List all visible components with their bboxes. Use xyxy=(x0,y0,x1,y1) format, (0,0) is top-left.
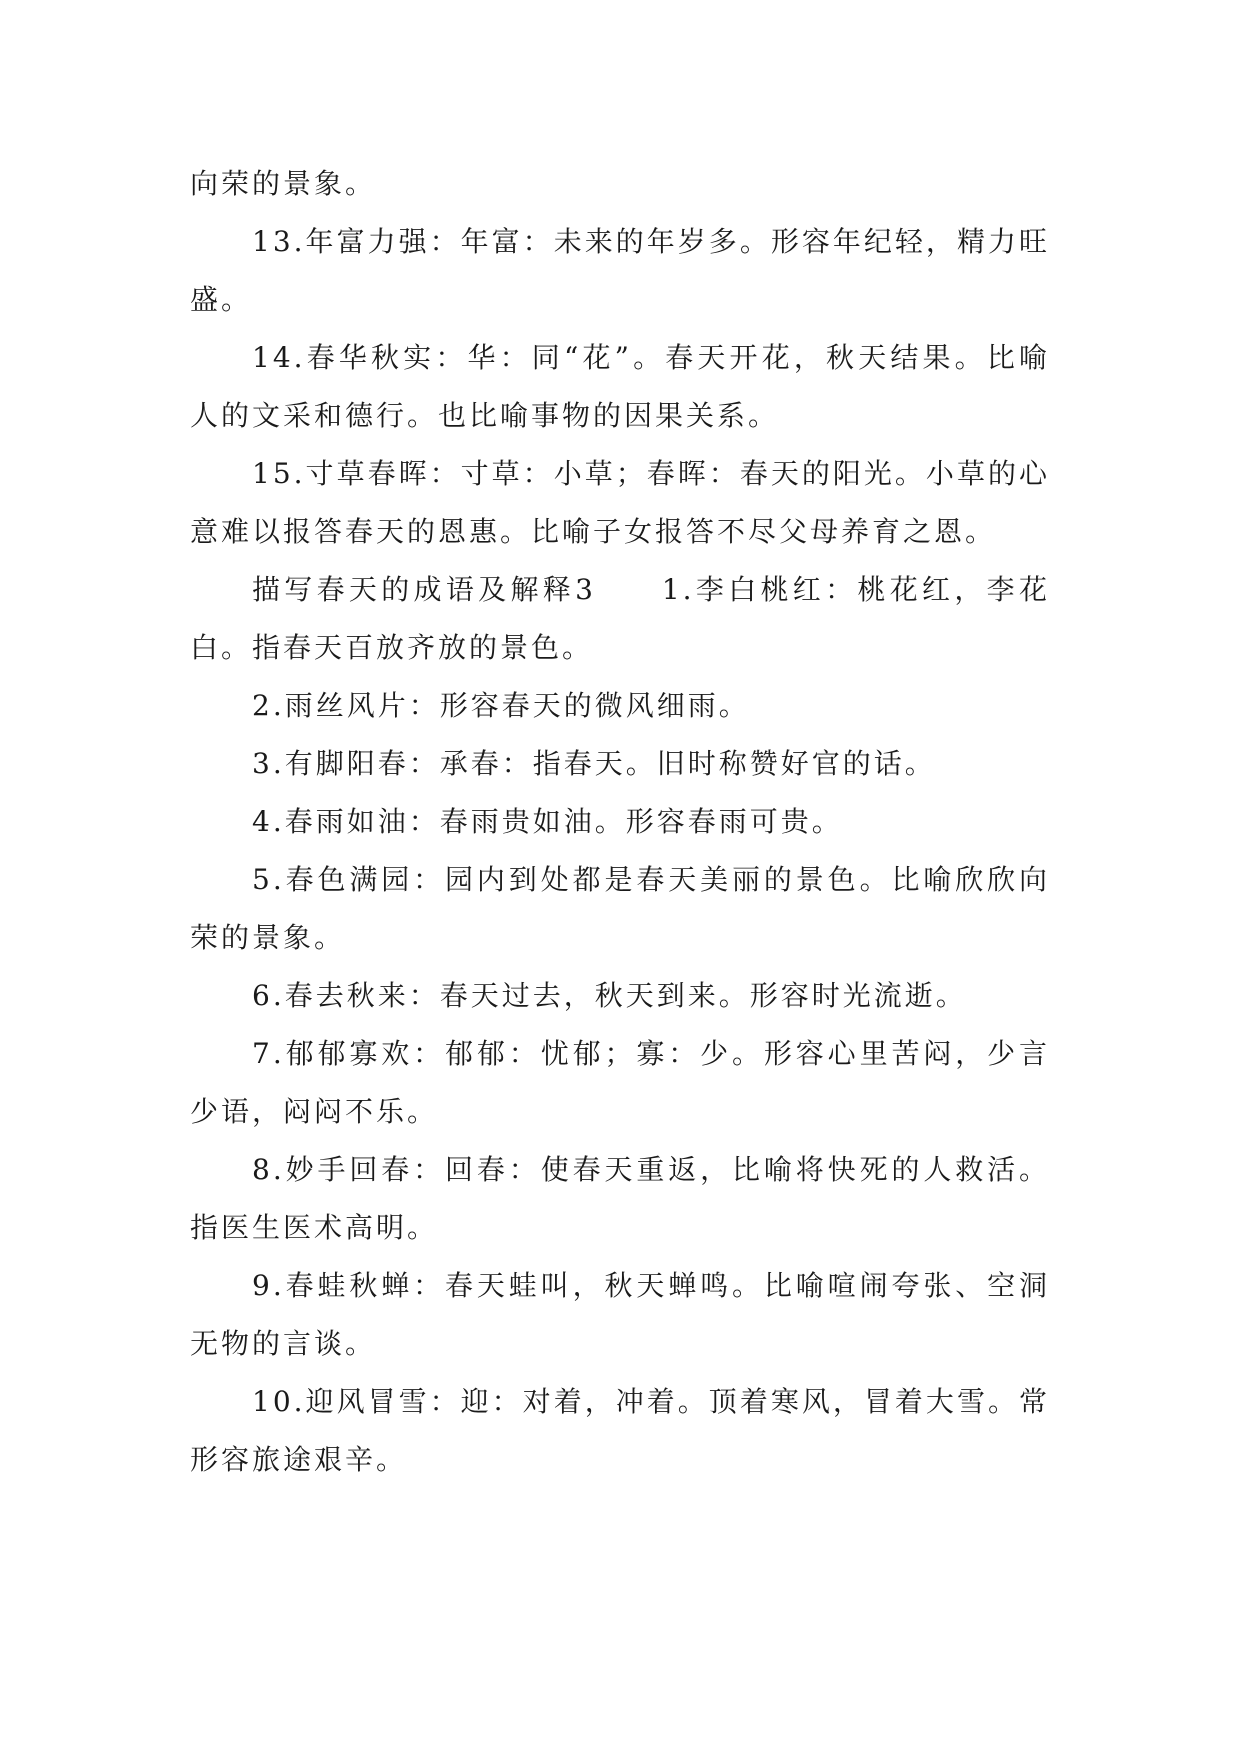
paragraph-8: 4.春雨如油：春雨贵如油。形容春雨可贵。 xyxy=(252,805,843,838)
paragraph-4: 15.寸草春晖：寸草：小草；春晖：春天的阳光。小草的心意难以报答春天的恩惠。比喻子女报答不尽父母养育之恩。 xyxy=(190,457,1050,548)
paragraph-3: 14.春华秋实：华：同“花”。春天开花，秋天结果。比喻人的文采和德行。也比喻事物的因果关系。 xyxy=(190,341,1050,432)
paragraph-12: 8.妙手回春：回春：使春天重返，比喻将快死的人救活。指医生医术高明。 xyxy=(190,1153,1050,1244)
paragraph-7: 3.有脚阳春：承春：指春天。旧时称赞好官的话。 xyxy=(252,747,936,780)
paragraph-9: 5.春色满园：园内到处都是春天美丽的景色。比喻欣欣向荣的景象。 xyxy=(190,863,1050,954)
paragraph-6: 2.雨丝风片：形容春天的微风细雨。 xyxy=(252,689,750,722)
paragraph-10: 6.春去秋来：春天过去，秋天到来。形容时光流逝。 xyxy=(252,979,967,1012)
paragraph-14: 10.迎风冒雪：迎：对着，冲着。顶着寒风，冒着大雪。常形容旅途艰辛。 xyxy=(190,1385,1050,1476)
document-body xyxy=(190,155,1050,1489)
paragraph-5-section-heading: 描写春天的成语及解释3 1.李白桃红：桃花红，李花白。指春天百放齐放的景色。 xyxy=(190,573,1050,664)
paragraph-13: 9.春蛙秋蝉：春天蛙叫，秋天蝉鸣。比喻喧闹夸张、空洞无物的言谈。 xyxy=(190,1269,1050,1360)
paragraph-11: 7.郁郁寡欢：郁郁：忧郁；寡：少。形容心里苦闷，少言少语，闷闷不乐。 xyxy=(190,1037,1050,1128)
paragraph-2: 13.年富力强：年富：未来的年岁多。形容年纪轻，精力旺盛。 xyxy=(190,225,1050,316)
paragraph-1: 向荣的景象。 xyxy=(190,167,377,200)
